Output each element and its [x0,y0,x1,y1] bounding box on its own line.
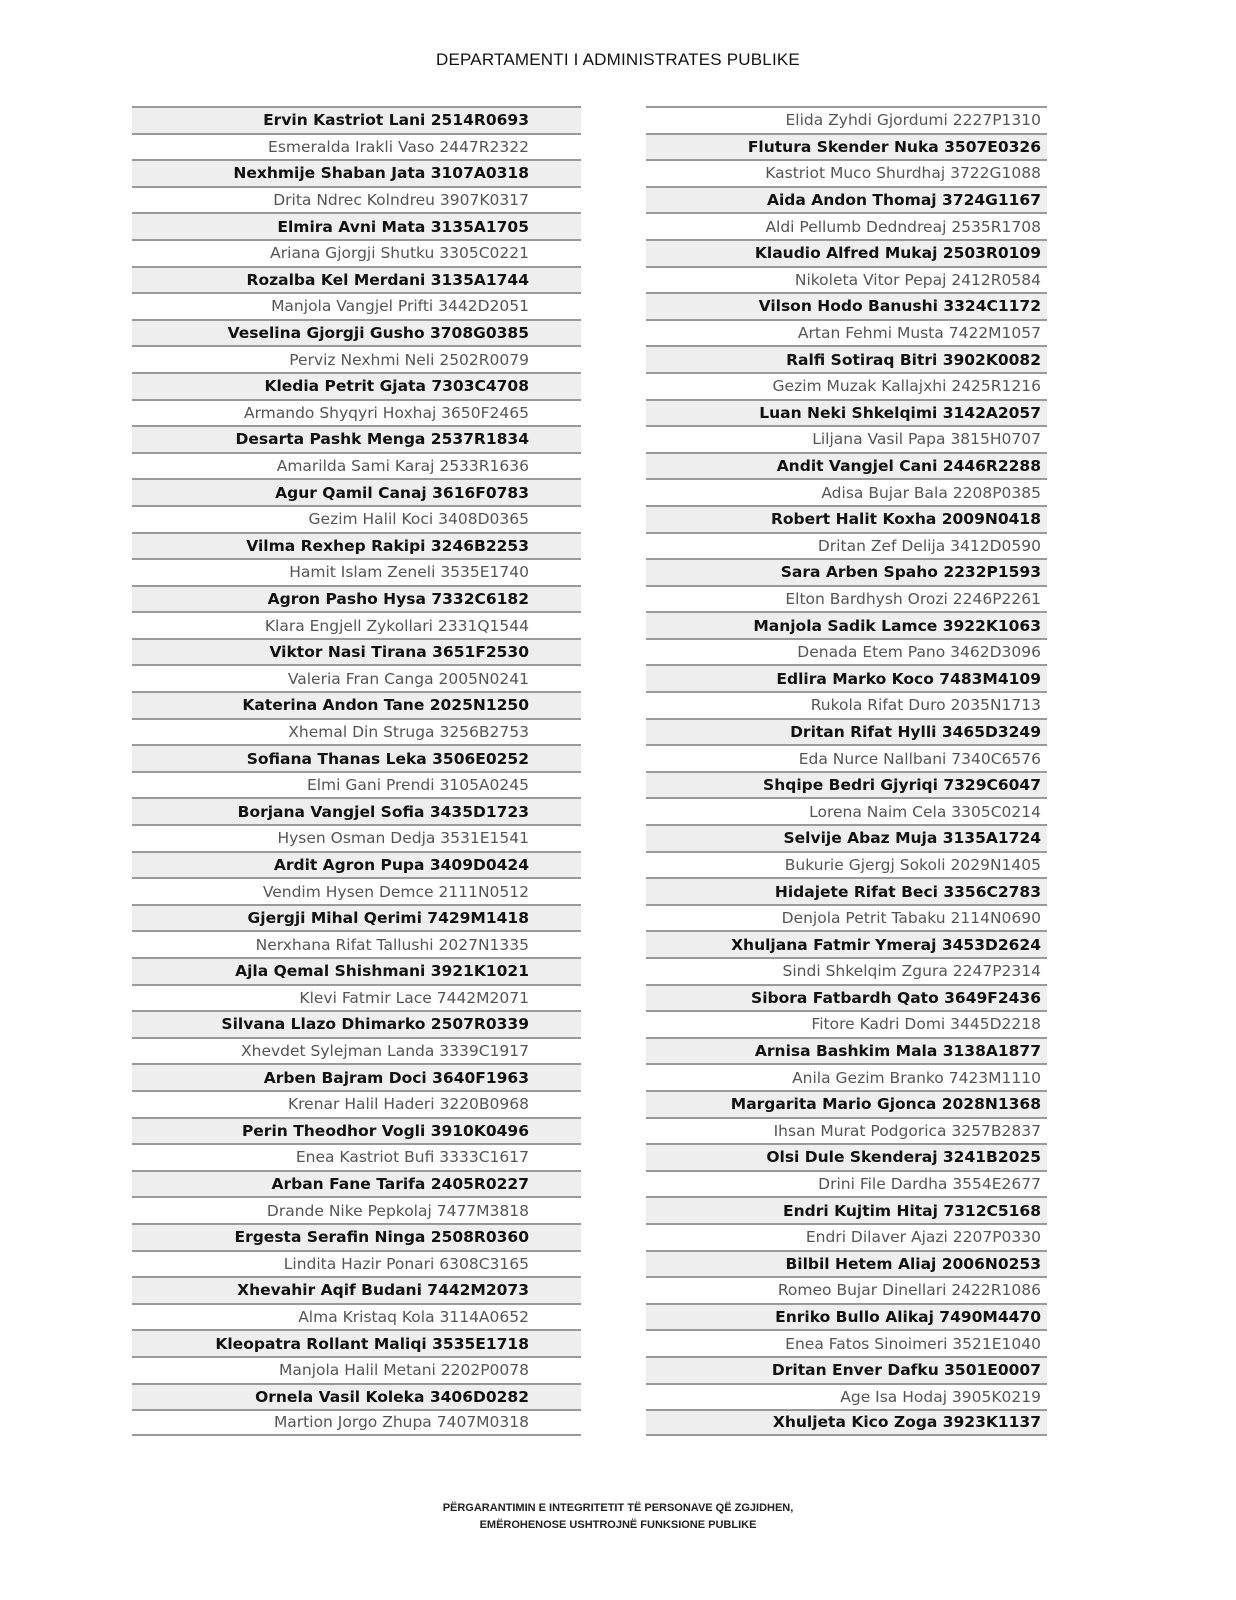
list-item [132,638,581,665]
person-entry: Denada Etem Pano 3462D3096 [797,643,1041,662]
list-item [646,292,1047,319]
list-item [132,744,581,771]
person-entry: Xhemal Din Struga 3256B2753 [288,722,529,741]
person-entry: Endri Kujtim Hitaj 7312C5168 [783,1201,1041,1220]
person-entry: Kastriot Muco Shurdhaj 3722G1088 [765,164,1041,183]
list-item [132,824,581,851]
list-item [646,984,1047,1011]
list-item [132,1196,581,1223]
list-item [646,691,1047,718]
person-entry: Martion Jorgo Zhupa 7407M0318 [273,1413,529,1432]
person-entry: Ardit Agron Pupa 3409D0424 [273,855,529,874]
list-item [132,399,581,426]
person-entry: Xhevahir Aqif Budani 7442M2073 [237,1281,529,1300]
list-item [132,1010,581,1037]
person-entry: Arben Bajram Doci 3640F1963 [263,1068,529,1087]
person-entry: Esmeralda Irakli Vaso 2447R2322 [268,137,529,156]
list-item [132,1276,581,1303]
person-entry: Vilson Hodo Banushi 3324C1172 [758,297,1041,316]
person-entry: Andit Vangjel Cani 2446R2288 [776,457,1041,476]
person-entry: Arban Fane Tarifa 2405R0227 [271,1175,529,1194]
person-entry: Sindi Shkelqim Zgura 2247P2314 [782,962,1041,981]
list-item [132,1063,581,1090]
person-entry: Armando Shyqyri Hoxhaj 3650F2465 [243,403,529,422]
person-entry: Dritan Zef Delija 3412D0590 [817,536,1041,555]
list-item [132,797,581,824]
list-item [646,266,1047,293]
list-item [646,1356,1047,1383]
person-entry: Silvana Llazo Dhimarko 2507R0339 [221,1015,529,1034]
person-entry: Hysen Osman Dedja 3531E1541 [277,829,529,848]
person-entry: Elida Zyhdi Gjordumi 2227P1310 [785,111,1041,130]
list-item [132,1037,581,1064]
footer-line-2: EMËROHENOSE USHTROJNË FUNKSIONE PUBLIKE [479,1519,757,1531]
person-entry: Agur Qamil Canaj 3616F0783 [275,483,529,502]
person-entry: Edlira Marko Koco 7483M4109 [776,669,1041,688]
person-entry: Bilbil Hetem Aliaj 2006N0253 [785,1254,1041,1273]
list-item [646,585,1047,612]
person-entry: Age Isa Hodaj 3905K0219 [840,1387,1041,1406]
list-item [646,1010,1047,1037]
list-item [132,319,581,346]
person-entry: Artan Fehmi Musta 7422M1057 [797,324,1041,343]
person-entry: Ervin Kastriot Lani 2514R0693 [263,111,529,130]
person-entry: Fitore Kadri Domi 3445D2218 [811,1015,1041,1034]
list-item [132,984,581,1011]
list-item [646,771,1047,798]
list-item [132,159,581,186]
person-entry: Desarta Pashk Menga 2537R1834 [235,430,529,449]
person-entry: Hamit Islam Zeneli 3535E1740 [289,563,529,582]
person-entry: Dritan Rifat Hylli 3465D3249 [790,722,1041,741]
list-item [132,664,581,691]
person-entry: Manjola Vangjel Prifti 3442D2051 [271,297,529,316]
list-item [646,1037,1047,1064]
person-entry: Ihsan Murat Podgorica 3257B2837 [773,1121,1041,1140]
list-item [646,1196,1047,1223]
list-item [646,1329,1047,1356]
person-entry: Gjergji Mihal Qerimi 7429M1418 [247,909,529,928]
person-entry: Adisa Bujar Bala 2208P0385 [821,483,1041,502]
list-item [132,1303,581,1330]
person-entry: Drande Nike Pepkolaj 7477M3818 [266,1201,529,1220]
person-entry: Luan Neki Shkelqimi 3142A2057 [759,403,1041,422]
footer [0,1500,1236,1534]
person-entry: Valeria Fran Canga 2005N0241 [287,669,529,688]
list-item [132,718,581,745]
person-entry: Manjola Sadik Lamce 3922K1063 [753,616,1041,635]
person-entry: Rozalba Kel Merdani 3135A1744 [246,270,529,289]
person-entry: Drita Ndrec Kolndreu 3907K0317 [273,191,529,210]
list-item [646,372,1047,399]
list-item [646,638,1047,665]
list-item [132,505,581,532]
list-item [646,558,1047,585]
list-item [646,851,1047,878]
list-item [132,239,581,266]
list-item [646,478,1047,505]
list-item [646,425,1047,452]
page-title: DEPARTAMENTI I ADMINISTRATES PUBLIKE [436,50,800,69]
person-entry: Nexhmije Shaban Jata 3107A0318 [233,164,529,183]
list-item [132,1090,581,1117]
person-entry: Liljana Vasil Papa 3815H0707 [812,430,1041,449]
list-item [132,558,581,585]
person-entry: Endri Dilaver Ajazi 2207P0330 [805,1228,1041,1247]
list-item [132,1117,581,1144]
list-item [132,1356,581,1383]
list-item [646,159,1047,186]
person-entry: Romeo Bujar Dinellari 2422R1086 [777,1281,1041,1300]
list-item [646,824,1047,851]
list-item [132,478,581,505]
list-item [646,186,1047,213]
person-entry: Klara Engjell Zykollari 2331Q1544 [264,616,529,635]
person-entry: Veselina Gjorgji Gusho 3708G0385 [227,324,529,343]
person-entry: Sara Arben Spaho 2232P1593 [780,563,1041,582]
list-item [646,904,1047,931]
list-item [646,345,1047,372]
person-entry: Ajla Qemal Shishmani 3921K1021 [235,962,529,981]
list-item [132,930,581,957]
person-entry: Xhuljana Fatmir Ymeraj 3453D2624 [731,935,1041,954]
person-entry: Agron Pasho Hysa 7332C6182 [267,589,529,608]
list-item [132,957,581,984]
list-item [646,1170,1047,1197]
person-entry: Enea Fatos Sinoimeri 3521E1040 [785,1334,1041,1353]
list-item [132,133,581,160]
list-item [646,532,1047,559]
list-item [132,1143,581,1170]
person-entry: Nikoleta Vitor Pepaj 2412R0584 [794,270,1041,289]
person-entry: Alma Kristaq Kola 3114A0652 [298,1308,529,1327]
list-item [132,1170,581,1197]
list-item [646,1383,1047,1410]
person-entry: Enriko Bullo Alikaj 7490M4470 [775,1308,1041,1327]
list-item [646,1117,1047,1144]
person-entry: Aldi Pellumb Dedndreaj 2535R1708 [765,217,1041,236]
person-entry: Gezim Halil Koci 3408D0365 [308,510,529,529]
person-entry: Kledia Petrit Gjata 7303C4708 [264,377,529,396]
left-name-column [132,106,581,1436]
person-entry: Krenar Halil Haderi 3220B0968 [287,1095,529,1114]
person-entry: Dritan Enver Dafku 3501E0007 [771,1361,1041,1380]
list-item [646,1276,1047,1303]
person-entry: Gezim Muzak Kallajxhi 2425R1216 [772,377,1041,396]
person-entry: Lindita Hazir Ponari 6308C3165 [283,1254,529,1273]
person-entry: Elmira Avni Mata 3135A1705 [277,217,529,236]
list-item [646,1063,1047,1090]
person-entry: Klevi Fatmir Lace 7442M2071 [299,988,529,1007]
person-entry: Lorena Naim Cela 3305C0214 [809,802,1041,821]
list-item [646,1409,1047,1436]
person-entry: Ralfi Sotiraq Bitri 3902K0082 [786,350,1041,369]
list-item [132,1409,581,1436]
list-item [646,212,1047,239]
list-item [132,1329,581,1356]
person-entry: Ornela Vasil Koleka 3406D0282 [255,1387,529,1406]
list-item [646,239,1047,266]
list-item [646,611,1047,638]
list-item [646,930,1047,957]
person-entry: Borjana Vangjel Sofia 3435D1723 [237,802,529,821]
list-item [646,744,1047,771]
person-entry: Elton Bardhysh Orozi 2246P2261 [785,589,1041,608]
person-entry: Xhevdet Sylejman Landa 3339C1917 [241,1042,529,1061]
person-entry: Kleopatra Rollant Maliqi 3535E1718 [215,1334,529,1353]
person-entry: Flutura Skender Nuka 3507E0326 [747,137,1041,156]
list-item [646,877,1047,904]
list-item [646,399,1047,426]
person-entry: Hidajete Rifat Beci 3356C2783 [774,882,1041,901]
list-item [132,266,581,293]
person-entry: Bukurie Gjergj Sokoli 2029N1405 [784,855,1041,874]
person-entry: Ergesta Serafin Ninga 2508R0360 [234,1228,529,1247]
person-entry: Eda Nurce Nallbani 7340C6576 [798,749,1041,768]
person-entry: Perviz Nexhmi Neli 2502R0079 [289,350,529,369]
list-item [646,505,1047,532]
list-item [132,1383,581,1410]
person-entry: Amarilda Sami Karaj 2533R1636 [276,457,529,476]
footer-line-1: PËRGARANTIMIN E INTEGRITETIT TË PERSONAVE QË ZGJIDHEN, [442,1502,794,1514]
person-entry: Anila Gezim Branko 7423M1110 [792,1068,1041,1087]
list-item [132,771,581,798]
person-entry: Sofiana Thanas Leka 3506E0252 [246,749,529,768]
list-item [132,1250,581,1277]
list-item [132,452,581,479]
list-item [132,585,581,612]
person-entry: Arnisa Bashkim Mala 3138A1877 [754,1042,1041,1061]
person-entry: Denjola Petrit Tabaku 2114N0690 [781,909,1041,928]
list-item [646,1303,1047,1330]
list-item [132,372,581,399]
right-name-column [646,106,1047,1436]
list-item [132,1223,581,1250]
person-entry: Shqipe Bedri Gjyriqi 7329C6047 [763,776,1041,795]
list-item [646,133,1047,160]
list-item [132,106,581,133]
list-item [646,1143,1047,1170]
list-item [646,797,1047,824]
person-entry: Katerina Andon Tane 2025N1250 [242,696,529,715]
list-item [132,851,581,878]
list-item [132,186,581,213]
person-entry: Viktor Nasi Tirana 3651F2530 [269,643,529,662]
list-item [132,904,581,931]
list-item [132,212,581,239]
list-item [646,664,1047,691]
list-item [646,452,1047,479]
person-entry: Selvije Abaz Muja 3135A1724 [783,829,1041,848]
person-entry: Drini File Dardha 3554E2677 [818,1175,1041,1194]
person-entry: Ariana Gjorgji Shutku 3305C0221 [270,244,529,263]
person-entry: Klaudio Alfred Mukaj 2503R0109 [754,244,1041,263]
list-item [132,691,581,718]
person-entry: Aida Andon Thomaj 3724G1167 [766,191,1041,210]
person-entry: Vendim Hysen Demce 2111N0512 [262,882,529,901]
person-entry: Perin Theodhor Vogli 3910K0496 [241,1121,529,1140]
person-entry: Margarita Mario Gjonca 2028N1368 [730,1095,1041,1114]
person-entry: Elmi Gani Prendi 3105A0245 [306,776,529,795]
list-item [646,1223,1047,1250]
person-entry: Enea Kastriot Bufi 3333C1617 [295,1148,529,1167]
list-item [646,1090,1047,1117]
person-entry: Olsi Dule Skenderaj 3241B2025 [766,1148,1041,1167]
list-item [132,611,581,638]
person-entry: Manjola Halil Metani 2202P0078 [279,1361,529,1380]
list-item [132,532,581,559]
list-item [646,106,1047,133]
person-entry: Vilma Rexhep Rakipi 3246B2253 [246,536,529,555]
person-entry: Xhuljeta Kico Zoga 3923K1137 [772,1413,1041,1432]
list-item [132,877,581,904]
list-item [132,292,581,319]
list-item [646,1250,1047,1277]
list-item [132,425,581,452]
person-entry: Robert Halit Koxha 2009N0418 [770,510,1041,529]
list-item [646,957,1047,984]
list-item [646,718,1047,745]
person-entry: Sibora Fatbardh Qato 3649F2436 [751,988,1041,1007]
list-item [132,345,581,372]
list-item [646,319,1047,346]
person-entry: Nerxhana Rifat Tallushi 2027N1335 [255,935,529,954]
person-entry: Rukola Rifat Duro 2035N1713 [810,696,1041,715]
